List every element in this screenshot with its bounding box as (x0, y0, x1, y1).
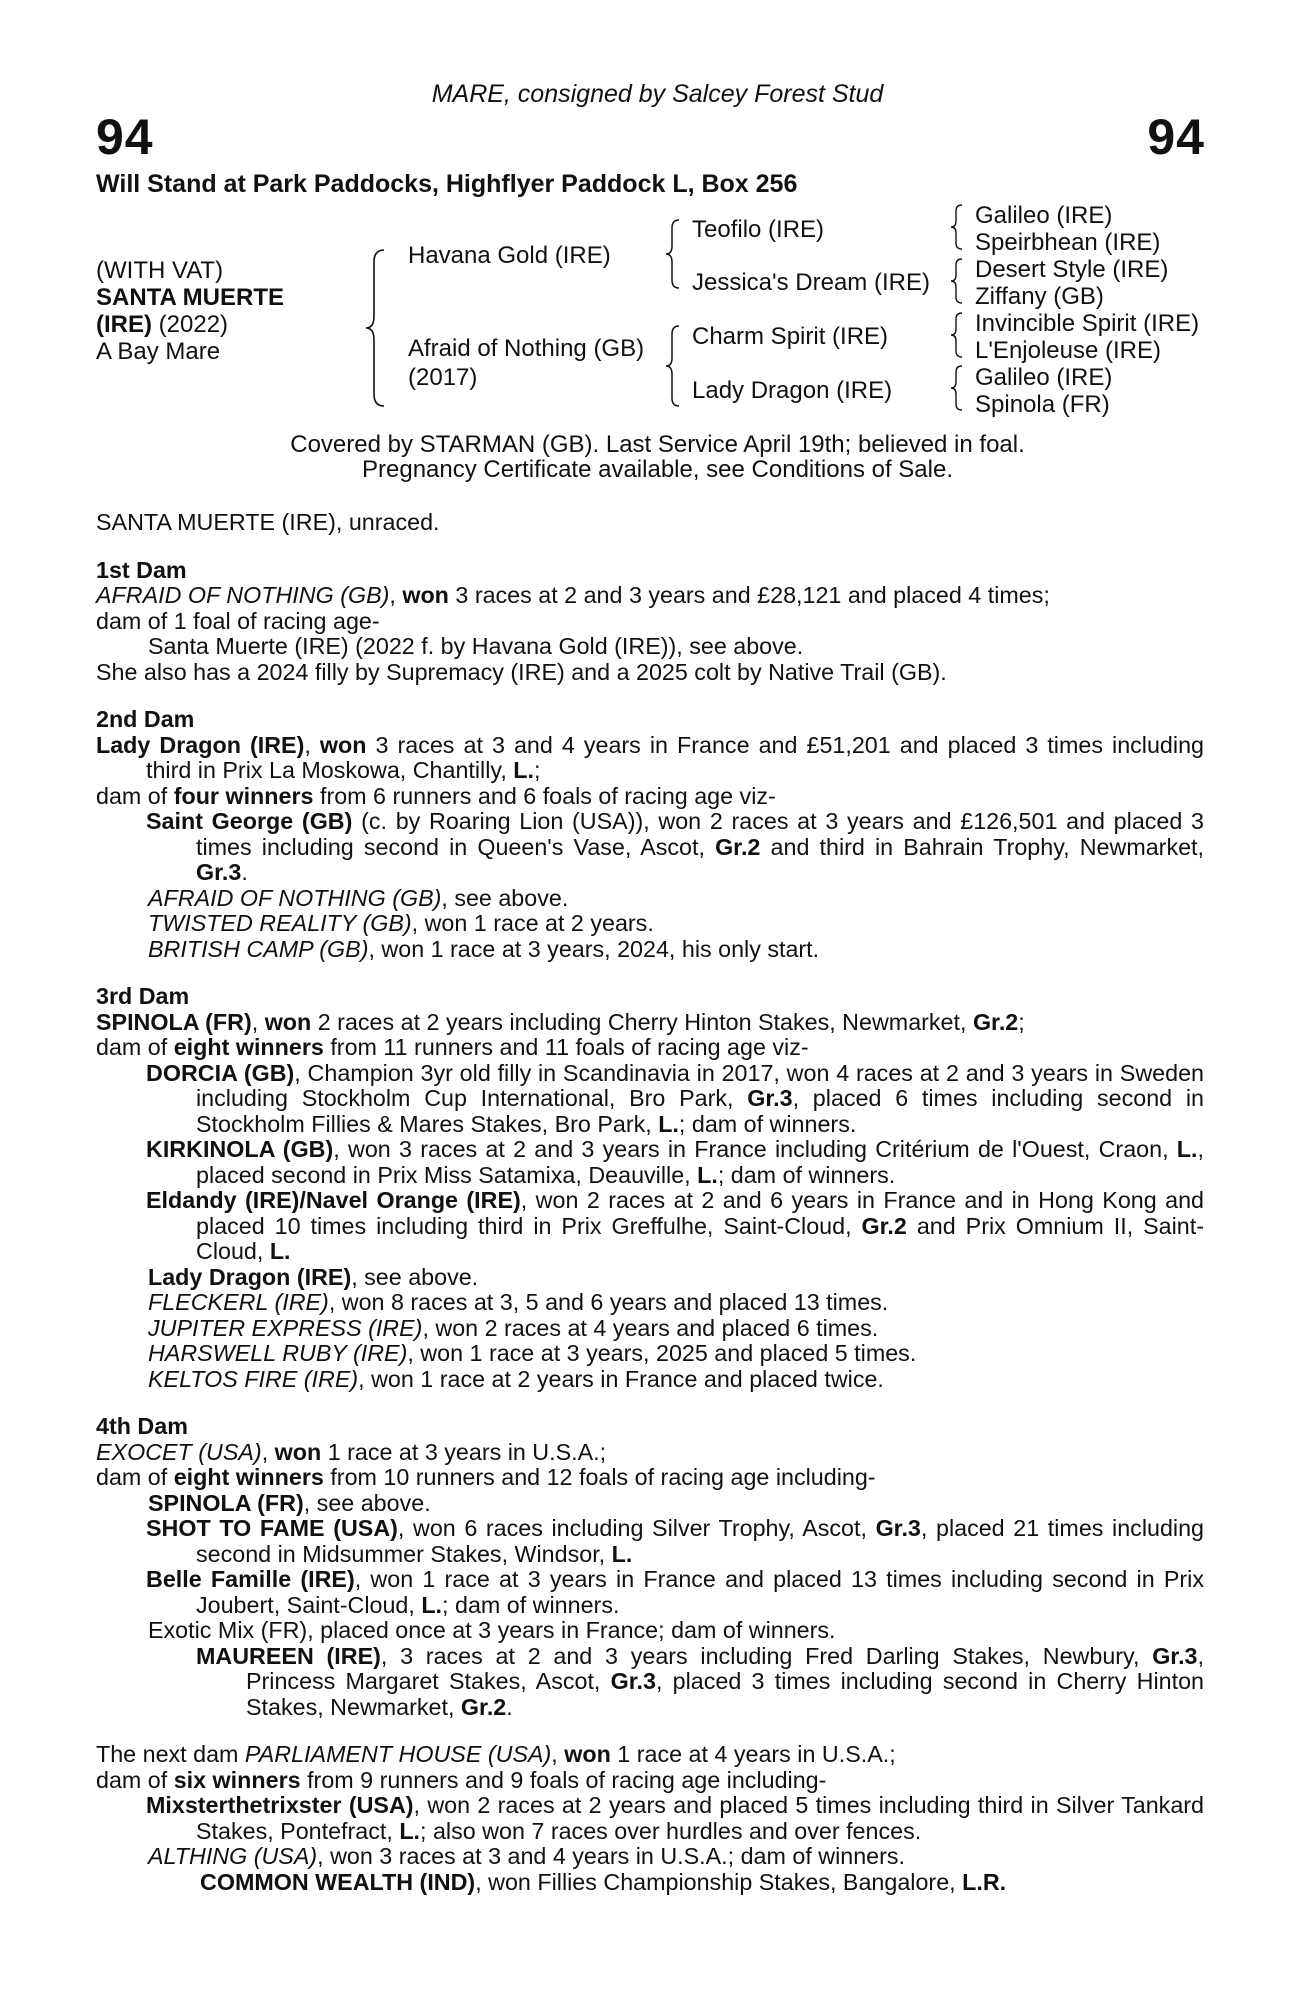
dam3-dam-of: dam of eight winners from 11 runners and 11 foals of racing age viz- (96, 1034, 809, 1060)
dam4-heading: 4th Dam (96, 1413, 188, 1439)
dam3-heading: 3rd Dam (96, 983, 190, 1009)
dam4-exotic-mix: Exotic Mix (FR), placed once at 3 years in France; dam of winners. (148, 1617, 836, 1643)
dam2-saint-george: Saint George (GB) (c. by Roaring Lion (USA)), won 2 races at 3 years and £126,501 and placed 3 times including second in Queen's Vase, Ascot, Gr.2 and third in Bahrain Trophy, Newmarket, Gr.3. (146, 808, 1204, 885)
horse-country: (IRE) (96, 311, 152, 338)
dam1-record: 3 races at 2 and 3 years and £28,121 and placed 4 times; (448, 582, 1050, 608)
dam3-keltos-fire: KELTOS FIRE (IRE), won 1 race at 2 years in France and placed twice. (148, 1365, 884, 1392)
horse-description: A Bay Mare (96, 338, 221, 365)
lot-number-right: 94 (1147, 109, 1205, 165)
covered-line-2: Pregnancy Certificate available, see Conditions of Sale. (362, 456, 953, 483)
dam4-spinola: SPINOLA (FR), see above. (148, 1489, 431, 1516)
dam1-produce: Santa Muerte (IRE) (2022 f. by Havana Gold (IRE)), see above. (148, 633, 804, 659)
dam2-british-camp: BRITISH CAMP (GB), won 1 race at 3 years, 2024, his only start. (148, 935, 820, 962)
horse-name: SANTA MUERTE (96, 284, 284, 311)
ped-g3: Desert Style (IRE) (975, 256, 1169, 283)
vat-label: (WITH VAT) (96, 257, 224, 284)
dam3-dorcia: DORCIA (GB), Champion 3yr old filly in Scandinavia in 2017, won 4 races at 2 and 3 years in Sweden including Stockholm Cup International, Bro Park, Gr.3, placed 6 times including second in Stockholm Fillies & Mares Stakes, Bro Park, L.; dam of winners. (146, 1059, 1205, 1137)
dam4-belle-famille: Belle Famille (IRE), won 1 race at 3 years in France and placed 13 times including second in Prix Joubert, Saint-Cloud, L.; dam of winners. (146, 1566, 1204, 1618)
brace-g4 (949, 364, 965, 412)
dam-line-brace (664, 324, 682, 408)
next-dam-mixsterthetrixster: Mixsterthetrixster (USA), won 2 races at 2 years and placed 5 times including third in Silver Tankard Stakes, Pontefract, L.; also won 7 races over hurdles and over fences. (146, 1792, 1204, 1844)
ped-g5: Invincible Spirit (IRE) (975, 310, 1200, 337)
won-label: won (319, 731, 367, 758)
brace-g3 (949, 311, 965, 359)
stand-location: Will Stand at Park Paddocks, Highflyer Paddock L, Box 256 (96, 170, 798, 198)
ped-sire: Havana Gold (IRE) (408, 242, 611, 269)
covered-line-1: Covered by STARMAN (GB). Last Service April 19th; believed in foal. (290, 431, 1025, 458)
next-dam-althing: ALTHING (USA), won 3 races at 3 and 4 years in U.S.A.; dam of winners. (148, 1843, 906, 1869)
unraced-line: SANTA MUERTE (IRE), unraced. (96, 509, 440, 535)
sire-line-brace (664, 218, 682, 290)
dam4-name: EXOCET (USA) (96, 1438, 262, 1465)
next-dam-name: PARLIAMENT HOUSE (USA) (244, 1741, 552, 1767)
won-label: won (402, 582, 449, 608)
dam3-eldandy: Eldandy (IRE)/Navel Orange (IRE), won 2 races at 2 and 6 years in France and in Hong Kong and placed 10 times including third in Prix Greffulhe, Saint-Cloud, Gr.2 and Prix Omnium II, Saint-Cloud, L. (146, 1187, 1204, 1264)
dam3-fleckerl: FLECKERL (IRE), won 8 races at 3, 5 and 6 years and placed 13 times. (148, 1289, 889, 1315)
consignment-title: MARE, consigned by Salcey Forest Stud (431, 80, 884, 108)
ped-dam-dam: Lady Dragon (IRE) (692, 377, 893, 404)
ped-dam-year: (2017) (408, 364, 478, 391)
dam2-twisted-reality: TWISTED REALITY (GB), won 1 race at 2 years. (148, 910, 654, 936)
dam3-jupiter-express: JUPITER EXPRESS (IRE), won 2 races at 4 years and placed 6 times. (148, 1314, 879, 1341)
ped-g2: Speirbhean (IRE) (975, 229, 1161, 256)
lot-number-left: 94 (96, 109, 154, 165)
dam1-produce-intro: dam of 1 foal of racing age- (96, 607, 380, 634)
ped-g7: Galileo (IRE) (975, 364, 1113, 391)
dam4-dam-of: dam of eight winners from 10 runners and 12 foals of racing age including- (96, 1464, 876, 1490)
covering-info (0, 432, 1315, 482)
dam1-also: She also has a 2024 filly by Supremacy (IRE) and a 2025 colt by Native Trail (GB). (96, 658, 947, 685)
dam3-record: SPINOLA (FR), won 2 races at 2 years including Cherry Hinton Stakes, Newmarket, Gr.2; (96, 1008, 1025, 1035)
ped-g6: L'Enjoleuse (IRE) (975, 337, 1161, 364)
ped-sire-dam: Jessica's Dream (IRE) (692, 269, 930, 296)
dam1-heading: 1st Dam (96, 556, 187, 583)
dam3-lady-dragon: Lady Dragon (IRE), see above. (148, 1263, 479, 1290)
sire-dam-brace (364, 248, 388, 408)
dam1-name: AFRAID OF NOTHING (GB) (96, 582, 390, 608)
dam4-maureen: MAUREEN (IRE), 3 races at 2 and 3 years including Fred Darling Stakes, Newbury, Gr.3, Princess Margaret Stakes, Ascot, Gr.3, placed 3 times including second in Cherry Hinton Stakes, Newmarket, Gr.2. (196, 1642, 1205, 1720)
brace-g2 (949, 257, 965, 305)
dam4-shot-to-fame: SHOT TO FAME (USA), won 6 races including Silver Trophy, Ascot, Gr.3, placed 21 times including second in Midsummer Stakes, Windsor, L. (146, 1515, 1205, 1567)
produce-name: Saint George (GB) (146, 808, 353, 834)
brace-g1 (949, 203, 965, 251)
horse-year: (2022) (158, 311, 229, 338)
dam2-heading: 2nd Dam (96, 706, 195, 732)
dam2-name: Lady Dragon (IRE) (96, 731, 305, 758)
next-dam-common-wealth: COMMON WEALTH (IND), won Fillies Championship Stakes, Bangalore, L.R. (200, 1868, 1007, 1895)
next-dam-dam-of: dam of six winners from 9 runners and 9 foals of racing age including- (96, 1766, 827, 1793)
catalogue-body: SANTA MUERTE (IRE), unraced. 1st Dam AFRAID OF NOTHING (GB), won 3 races at 2 and 3 years and £28,121 and placed 4 times; dam of 1 foal of racing age- Santa Muerte (IRE) (2022 f. by Havana Gold (IRE)), see above. She also has a 2024 filly by Supremacy (IRE) and a 2025 colt by Native Trail (GB). 2nd Dam Lady Dragon (IRE), won 3 races at 3 and 4 years in France and £51,201 and placed 3 times including third in Prix La Moskowa, Chantilly, L.; dam of four winners from 6 runners and 6 foals of racing age viz- Saint George (GB) (c. by Roaring Lion (USA)), won 2 races at 3 years and £126,501 and placed 3 times including second in Queen's Vase, Ascot, Gr.2 and third in Bahrain Trophy, Newmarket, Gr.3. AFRAID OF NOTHING (GB), see above. TWISTED REALITY (GB), won 1 race at 2 years. BRITISH CAMP (GB), won 1 race at 3 years, 2024, his only start. 3rd Dam SPINOLA (FR), won 2 races at 2 years including Cherry Hinton Stakes, Newmarket, Gr.2; dam of eight winners from 11 runners and 11 foals of racing age viz- DORCIA (GB), Champion 3yr old filly in Scandinavia in 2017, won 4 races at 2 and 3 years in Sweden including Stockholm Cup International, Bro Park, Gr.3, placed 6 times including second in Stockholm Fillies & Mares Stakes, Bro Park, L.; dam of winners. KIRKINOLA (GB), won 3 races at 2 and 3 years in France including Critérium de l'Ouest, Craon, L., placed second in Prix Miss Satamixa, Deauville, L.; dam of winners. Eldandy (IRE)/Navel Orange (IRE), won 2 races at 2 and 6 years in France and in Hong Kong and placed 10 times including third in Prix Greffulhe, Saint-Cloud, Gr.2 and Prix Omnium II, Saint-Cloud, L. Lady Dragon (IRE), see above. FLECKERL (IRE), won 8 races at 3, 5 and 6 years and placed 13 times. JUPITER EXPRESS (IRE), won 2 races at 4 years and placed 6 times. HARSWELL RUBY (IRE), won 1 race at 3 years, 2025 and placed 5 times. KELTOS FIRE (IRE), won 1 race at 2 years in France and placed twice. 4th Dam EXOCET (USA), won 1 race at 3 years in U.S.A.; dam of eight winners from 10 runners and 12 foals of racing age including- SPINOLA (FR), see above. SHOT TO FAME (USA), won 6 races including Silver Trophy, Ascot, Gr.3, placed 21 times including second in Midsummer Stakes, Windsor, L. Belle Famille (IRE), won 1 race at 3 years in France and placed 13 times including second in Prix Joubert, Saint-Cloud, L.; dam of winners. Exotic Mix (FR), placed once at 3 years in France; dam of winners. MAUREEN (IRE), 3 races at 2 and 3 years including Fred Darling Stakes, Newbury, Gr.3, Princess Margaret Stakes, Ascot, Gr.3, placed 3 times including second in Cherry Hinton Stakes, Newmarket, Gr.2. The next dam PARLIAMENT HOUSE (USA), won 1 race at 4 years in U.S.A.; dam of six winners from 9 runners and 9 foals of racing age including- Mixsterthetrixster (USA), won 2 races at 2 years and placed 5 times including third in Silver Tankard Stakes, Pontefract, L.; also won 7 races over hurdles and over fences. ALTHING (USA), won 3 races at 3 and 4 years in U.S.A.; dam of winners. COMMON WEALTH (IND), won Fillies Championship Stakes, Bangalore, L.R. (96, 509, 1205, 1895)
ped-sire-sire: Teofilo (IRE) (692, 216, 825, 243)
horse-identity (96, 257, 284, 365)
dam3-name: SPINOLA (FR) (96, 1008, 252, 1035)
dam3-kirkinola: KIRKINOLA (GB), won 3 races at 2 and 3 years in France including Critérium de l'Ouest, Craon, L., placed second in Prix Miss Satamixa, Deauville, L.; dam of winners. (146, 1136, 1204, 1188)
ped-g8: Spinola (FR) (975, 391, 1110, 418)
ped-dam-sire: Charm Spirit (IRE) (692, 323, 889, 350)
dam3-harswell-ruby: HARSWELL RUBY (IRE), won 1 race at 3 years, 2025 and placed 5 times. (148, 1340, 917, 1366)
ped-g4: Ziffany (GB) (975, 283, 1104, 310)
ped-g1: Galileo (IRE) (975, 202, 1113, 229)
dam2-afraid-of-nothing: AFRAID OF NOTHING (GB), see above. (148, 884, 569, 911)
next-dam-record: The next dam PARLIAMENT HOUSE (USA), won 1 race at 4 years in U.S.A.; (96, 1741, 896, 1767)
dam2-dam-of: dam of four winners from 6 runners and 6 foals of racing age viz- (96, 782, 776, 809)
dam4-record: EXOCET (USA), won 1 race at 3 years in U.S.A.; (96, 1438, 607, 1465)
ped-dam: Afraid of Nothing (GB) (408, 335, 645, 362)
dam2-record: Lady Dragon (IRE), won 3 races at 3 and 4 years in France and £51,201 and placed 3 times including third in Prix La Moskowa, Chantilly, L.; (96, 731, 1204, 783)
